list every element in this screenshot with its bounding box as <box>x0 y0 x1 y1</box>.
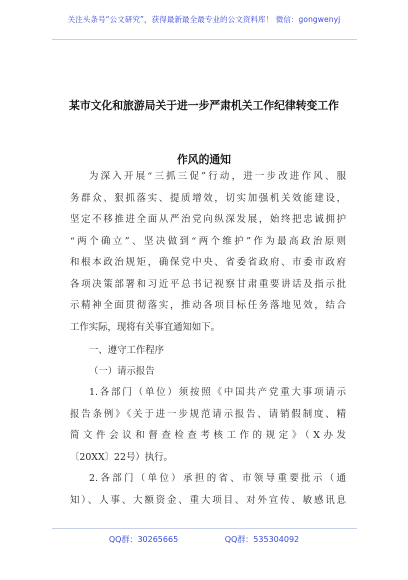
subsection-heading-text: （一）请示报告 <box>89 366 155 377</box>
text-line: 简文件会议和督查检查考核工作的规定》（X办发 <box>70 430 346 441</box>
text-line: 为深入开展“三抓三促”行动，进一步改进作风、服 <box>89 171 346 182</box>
footer-divider <box>52 528 357 529</box>
text-line: “两个确立”、坚决做到“两个维护”作为最高政治原则 <box>70 235 346 247</box>
text-line: 〔20XX〕22号）执行。 <box>70 451 173 463</box>
text-line: 1.各部门（单位）须按照《中国共产党重大事项请示 <box>89 387 346 398</box>
document-title-line-2: 作风的通知 <box>177 153 231 166</box>
text-line: 报告条例》《关于进一步规范请示报告、请销假制度、精 <box>70 408 346 420</box>
header-divider <box>52 39 357 40</box>
text-line: 工作实际，现将有关事宜通知如下。 <box>70 321 221 333</box>
text-line: 2.各部门（单位）承担的省、市领导重要批示（通 <box>89 473 346 484</box>
intro-paragraph <box>70 166 346 338</box>
subsection-heading <box>70 361 346 383</box>
footer-qq-group-2: QQ群：535304092 <box>224 535 300 544</box>
item-2-paragraph <box>70 468 346 511</box>
document-title-line-1: 某市文化和旅游局关于进一步严肃机关工作纪律转变工作 <box>69 99 339 112</box>
text-line: 和根本政治规矩，确保党中央、省委省政府、市委市政府 <box>70 257 346 268</box>
footer <box>0 534 408 545</box>
footer-qq-group-1: QQ群：30265665 <box>108 535 179 544</box>
text-line: 知）、人事、大额资金、重大项目、对外宣传、敏感讯息 <box>70 494 346 506</box>
top-banner: 关注头条号“公文研究”，获得最新最全最专业的公文资料库！ 微信：gongwenyj <box>67 15 341 24</box>
text-line: 各项决策部署和习近平总书记视察甘肃重要讲话及指示批 <box>70 278 346 290</box>
item-1-paragraph <box>70 382 346 468</box>
section-heading <box>70 340 346 362</box>
text-line: 务群众、狠抓落实、提质增效，切实加强机关效能建设， <box>70 192 346 204</box>
section-heading-text: 一、遵守工作程序 <box>89 345 165 356</box>
text-line: 坚定不移推进全面从严治党向纵深发展，始终把忠诚拥护 <box>70 214 346 225</box>
text-line: 示精神全面贯彻落实，推动各项目标任务落地见效，结合 <box>70 300 346 311</box>
